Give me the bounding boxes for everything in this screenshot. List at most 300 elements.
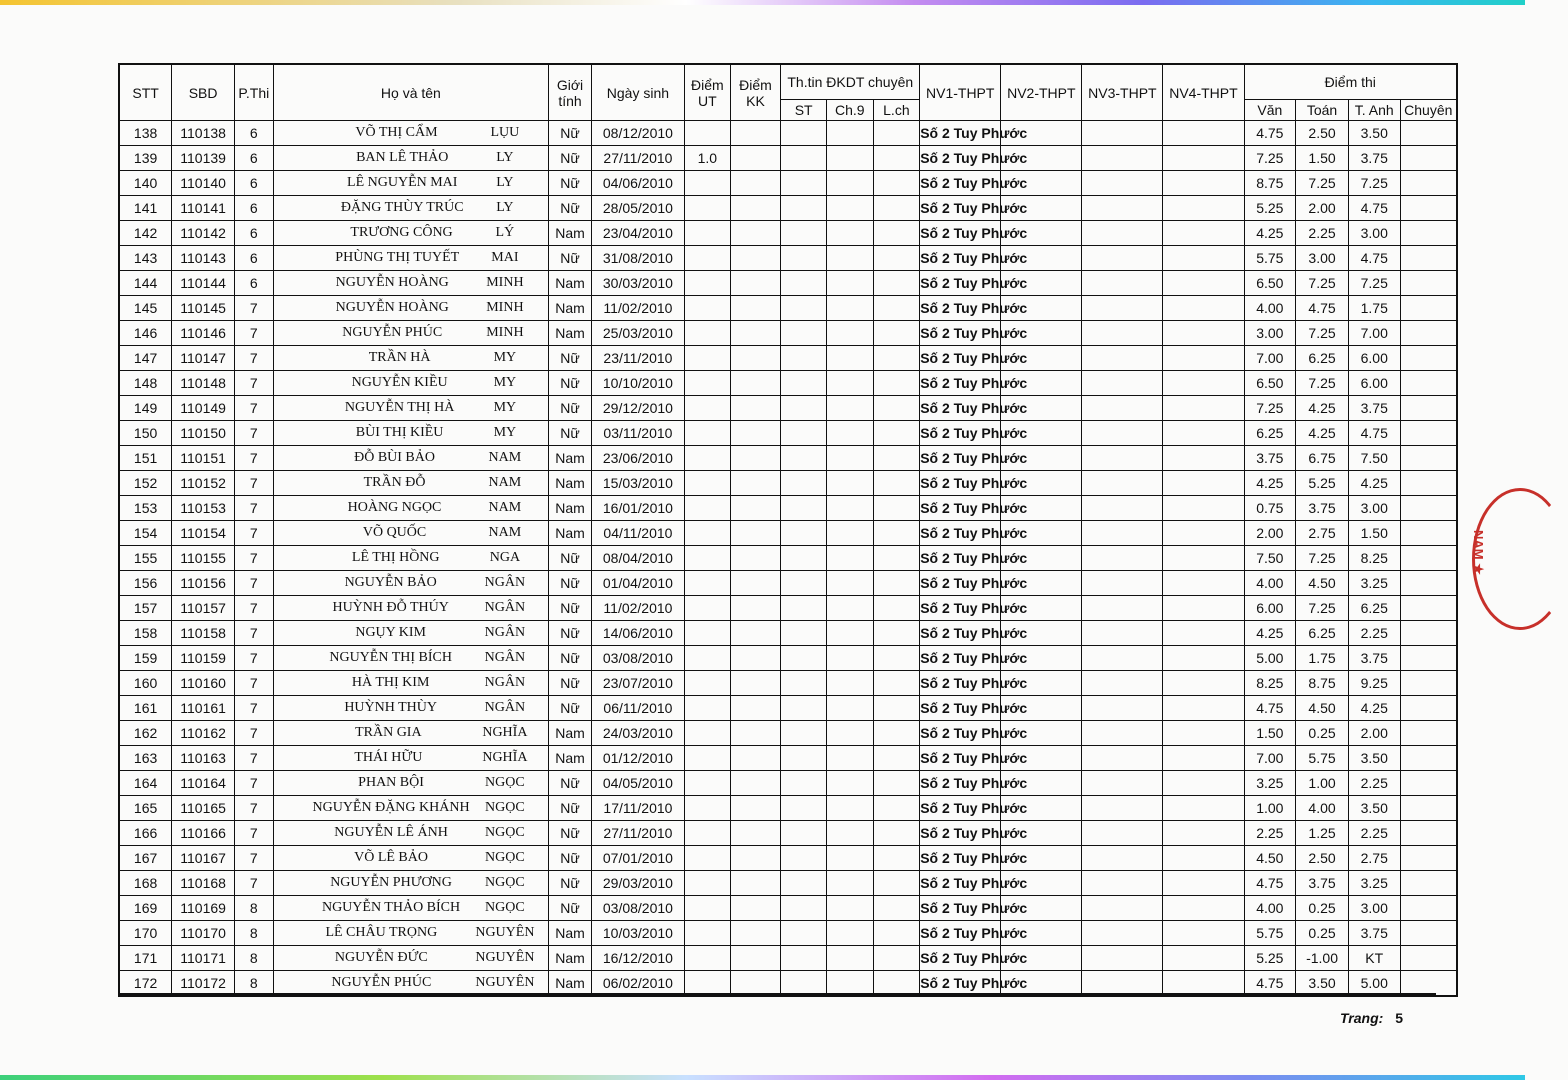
cell-ut (685, 296, 731, 321)
cell-van: 4.00 (1244, 896, 1296, 921)
cell-nv4 (1163, 546, 1244, 571)
cell-name (273, 796, 549, 821)
cell-gender: Nữ (549, 771, 592, 796)
cell-lch (873, 146, 920, 171)
first-name: THÁI HỮU (354, 750, 423, 765)
last-name: NGHĨA (482, 750, 528, 765)
cell-ut (685, 846, 731, 871)
cell-nv4 (1163, 521, 1244, 546)
cell-nv1: Số 2 Tuy Phước (920, 246, 1001, 271)
cell-dob: 04/06/2010 (591, 171, 684, 196)
cell-toan: 7.25 (1296, 171, 1349, 196)
cell-sbd: 110155 (172, 546, 235, 571)
cell-dob: 24/03/2010 (591, 721, 684, 746)
cell-pthi: 7 (235, 471, 274, 496)
table-row (119, 871, 1457, 896)
cell-gender: Nữ (549, 896, 592, 921)
cell-tanh: KT (1348, 946, 1400, 971)
cell-chuyen (1400, 296, 1457, 321)
first-name: BÙI THỊ KIỀU (355, 425, 444, 440)
cell-stt: 159 (119, 646, 172, 671)
last-name: MY (493, 375, 517, 390)
cell-chuyen (1400, 271, 1457, 296)
last-name: NGHĨA (482, 725, 528, 740)
cell-toan: 6.75 (1296, 446, 1349, 471)
cell-sbd: 110142 (172, 221, 235, 246)
cell-kk (730, 571, 781, 596)
table-row (119, 396, 1457, 421)
cell-gender: Nữ (549, 696, 592, 721)
cell-stt: 151 (119, 446, 172, 471)
cell-nv4 (1163, 871, 1244, 896)
cell-stt: 146 (119, 321, 172, 346)
cell-ch9 (826, 396, 873, 421)
cell-nv4 (1163, 296, 1244, 321)
cell-kk (730, 546, 781, 571)
cell-van: 3.00 (1244, 321, 1296, 346)
table-row (119, 596, 1457, 621)
cell-nv1: Số 2 Tuy Phước (920, 671, 1001, 696)
cell-pthi: 7 (235, 521, 274, 546)
first-name: TRƯƠNG CÔNG (350, 225, 453, 240)
cell-nv1: Số 2 Tuy Phước (920, 496, 1001, 521)
cell-nv3 (1082, 521, 1163, 546)
cell-st (781, 546, 827, 571)
cell-ch9 (826, 921, 873, 946)
cell-nv1: Số 2 Tuy Phước (920, 546, 1001, 571)
cell-nv3 (1082, 846, 1163, 871)
cell-gender: Nữ (549, 871, 592, 896)
cell-van: 6.25 (1244, 421, 1296, 446)
col-group-scores: Điểm thi (1244, 64, 1457, 100)
cell-nv4 (1163, 621, 1244, 646)
cell-name (273, 571, 549, 596)
cell-chuyen (1400, 621, 1457, 646)
cell-tanh: 9.25 (1348, 671, 1400, 696)
cell-nv4 (1163, 896, 1244, 921)
cell-lch (873, 496, 920, 521)
cell-ut (685, 246, 731, 271)
cell-st (781, 646, 827, 671)
cell-nv3 (1082, 271, 1163, 296)
cell-name (273, 271, 549, 296)
cell-tanh: 4.75 (1348, 246, 1400, 271)
col-nv4: NV4-THPT (1163, 64, 1244, 121)
cell-lch (873, 896, 920, 921)
cell-sbd: 110151 (172, 446, 235, 471)
cell-dob: 15/03/2010 (591, 471, 684, 496)
cell-nv1: Số 2 Tuy Phước (920, 521, 1001, 546)
cell-gender: Nam (549, 971, 592, 997)
cell-name (273, 221, 549, 246)
first-name: HOÀNG NGỌC (347, 500, 442, 515)
cell-chuyen (1400, 721, 1457, 746)
cell-toan: 4.75 (1296, 296, 1349, 321)
cell-kk (730, 821, 781, 846)
col-tanh: T. Anh (1348, 100, 1400, 121)
first-name: NGUYỄN HOÀNG (335, 275, 449, 290)
cell-nv3 (1082, 246, 1163, 271)
cell-nv4 (1163, 571, 1244, 596)
cell-nv4 (1163, 721, 1244, 746)
cell-ut (685, 796, 731, 821)
cell-toan: 7.25 (1296, 321, 1349, 346)
cell-gender: Nam (549, 271, 592, 296)
cell-nv4 (1163, 321, 1244, 346)
table-row (119, 321, 1457, 346)
cell-kk (730, 471, 781, 496)
cell-van: 7.00 (1244, 746, 1296, 771)
cell-name (273, 596, 549, 621)
cell-dob: 28/05/2010 (591, 196, 684, 221)
cell-ch9 (826, 196, 873, 221)
first-name: ĐẶNG THÙY TRÚC (340, 200, 464, 215)
cell-ut (685, 496, 731, 521)
cell-toan: 5.25 (1296, 471, 1349, 496)
cell-ut (685, 921, 731, 946)
cell-pthi: 8 (235, 946, 274, 971)
cell-nv1: Số 2 Tuy Phước (920, 796, 1001, 821)
cell-chuyen (1400, 521, 1457, 546)
table-row (119, 496, 1457, 521)
cell-toan: 7.25 (1296, 546, 1349, 571)
cell-pthi: 7 (235, 546, 274, 571)
cell-chuyen (1400, 496, 1457, 521)
cell-gender: Nữ (549, 121, 592, 146)
table-row (119, 646, 1457, 671)
cell-nv3 (1082, 821, 1163, 846)
cell-nv3 (1082, 221, 1163, 246)
cell-kk (730, 721, 781, 746)
cell-ut (685, 696, 731, 721)
cell-nv1: Số 2 Tuy Phước (920, 771, 1001, 796)
cell-nv3 (1082, 121, 1163, 146)
cell-pthi: 7 (235, 696, 274, 721)
col-ch9: Ch.9 (826, 100, 873, 121)
stamp-text: NAM ★ (1471, 530, 1486, 575)
cell-gender: Nữ (549, 371, 592, 396)
cell-stt: 161 (119, 696, 172, 721)
cell-nv3 (1082, 146, 1163, 171)
cell-ch9 (826, 846, 873, 871)
cell-gender: Nam (549, 946, 592, 971)
cell-name (273, 746, 549, 771)
first-name: NGUYỄN PHÚC (331, 975, 432, 990)
cell-sbd: 110165 (172, 796, 235, 821)
last-name: NGỌC (485, 850, 525, 865)
table-row (119, 721, 1457, 746)
cell-nv4 (1163, 246, 1244, 271)
cell-lch (873, 946, 920, 971)
cell-name (273, 121, 549, 146)
cell-ut (685, 871, 731, 896)
cell-chuyen (1400, 221, 1457, 246)
cell-ch9 (826, 896, 873, 921)
cell-nv1: Số 2 Tuy Phước (920, 571, 1001, 596)
red-seal-stamp (1472, 488, 1568, 630)
cell-name (273, 321, 549, 346)
cell-nv1: Số 2 Tuy Phước (920, 396, 1001, 421)
last-name: NGÂN (484, 675, 526, 690)
cell-nv1: Số 2 Tuy Phước (920, 471, 1001, 496)
cell-name (273, 646, 549, 671)
cell-nv4 (1163, 746, 1244, 771)
cell-ch9 (826, 671, 873, 696)
cell-pthi: 6 (235, 246, 274, 271)
cell-pthi: 7 (235, 671, 274, 696)
last-name: LỤU (490, 125, 520, 140)
cell-ch9 (826, 346, 873, 371)
cell-chuyen (1400, 546, 1457, 571)
last-name: NGỌC (485, 875, 525, 890)
cell-pthi: 7 (235, 496, 274, 521)
cell-van: 7.50 (1244, 546, 1296, 571)
cell-chuyen (1400, 146, 1457, 171)
cell-stt: 170 (119, 921, 172, 946)
cell-nv4 (1163, 921, 1244, 946)
cell-st (781, 446, 827, 471)
last-name: NGÂN (484, 700, 526, 715)
first-name: NGUYỄN HOÀNG (335, 300, 449, 315)
cell-stt: 156 (119, 571, 172, 596)
last-name: NGÂN (484, 625, 526, 640)
col-lch: L.ch (873, 100, 920, 121)
cell-van: 2.25 (1244, 821, 1296, 846)
cell-toan: 7.25 (1296, 596, 1349, 621)
cell-st (781, 721, 827, 746)
cell-van: 2.00 (1244, 521, 1296, 546)
cell-lch (873, 221, 920, 246)
cell-lch (873, 921, 920, 946)
cell-st (781, 221, 827, 246)
cell-ut (685, 446, 731, 471)
cell-tanh: 3.75 (1348, 146, 1400, 171)
cell-dob: 23/07/2010 (591, 671, 684, 696)
cell-nv1: Số 2 Tuy Phước (920, 221, 1001, 246)
cell-dob: 11/02/2010 (591, 596, 684, 621)
cell-ch9 (826, 221, 873, 246)
table-row (119, 571, 1457, 596)
cell-kk (730, 846, 781, 871)
cell-sbd: 110145 (172, 296, 235, 321)
cell-toan: 7.25 (1296, 271, 1349, 296)
cell-gender: Nam (549, 721, 592, 746)
cell-nv1: Số 2 Tuy Phước (920, 196, 1001, 221)
cell-pthi: 7 (235, 296, 274, 321)
cell-tanh: 2.25 (1348, 771, 1400, 796)
cell-van: 1.50 (1244, 721, 1296, 746)
cell-ch9 (826, 246, 873, 271)
cell-st (781, 246, 827, 271)
cell-van: 4.25 (1244, 621, 1296, 646)
cell-sbd: 110172 (172, 971, 235, 997)
cell-st (781, 296, 827, 321)
cell-dob: 04/11/2010 (591, 521, 684, 546)
cell-pthi: 8 (235, 921, 274, 946)
cell-ch9 (826, 596, 873, 621)
first-name: BAN LÊ THẢO (356, 150, 449, 165)
cell-st (781, 146, 827, 171)
cell-nv3 (1082, 296, 1163, 321)
cell-ch9 (826, 471, 873, 496)
cell-tanh: 4.75 (1348, 196, 1400, 221)
col-name: Họ và tên (273, 64, 549, 121)
cell-chuyen (1400, 896, 1457, 921)
cell-lch (873, 446, 920, 471)
cell-van: 0.75 (1244, 496, 1296, 521)
cell-nv4 (1163, 421, 1244, 446)
cell-nv3 (1082, 671, 1163, 696)
first-name: PHÙNG THỊ TUYẾT (335, 250, 460, 265)
last-name: NGỌC (485, 800, 525, 815)
cell-st (781, 596, 827, 621)
cell-nv1: Số 2 Tuy Phước (920, 121, 1001, 146)
cell-nv4 (1163, 846, 1244, 871)
cell-chuyen (1400, 746, 1457, 771)
cell-ut (685, 346, 731, 371)
cell-stt: 147 (119, 346, 172, 371)
cell-nv3 (1082, 621, 1163, 646)
cell-nv4 (1163, 171, 1244, 196)
cell-st (781, 571, 827, 596)
cell-sbd: 110156 (172, 571, 235, 596)
cell-name (273, 721, 549, 746)
cell-chuyen (1400, 446, 1457, 471)
cell-toan: 3.75 (1296, 496, 1349, 521)
table-row (119, 771, 1457, 796)
cell-sbd: 110166 (172, 821, 235, 846)
col-van: Văn (1244, 100, 1296, 121)
cell-name (273, 671, 549, 696)
cell-nv4 (1163, 946, 1244, 971)
cell-lch (873, 671, 920, 696)
last-name: NAM (488, 475, 522, 490)
cell-ut (685, 946, 731, 971)
cell-toan: 2.50 (1296, 846, 1349, 871)
cell-gender: Nam (549, 471, 592, 496)
cell-van: 5.75 (1244, 246, 1296, 271)
cell-van: 6.50 (1244, 371, 1296, 396)
col-kk: Điểm KK (730, 64, 781, 121)
cell-ut (685, 621, 731, 646)
cell-kk (730, 446, 781, 471)
cell-st (781, 921, 827, 946)
cell-van: 4.75 (1244, 971, 1296, 997)
last-name: MINH (486, 325, 524, 340)
cell-lch (873, 696, 920, 721)
cell-nv3 (1082, 896, 1163, 921)
table-row (119, 946, 1457, 971)
col-sbd: SBD (172, 64, 235, 121)
table-row (119, 146, 1457, 171)
cell-sbd: 110162 (172, 721, 235, 746)
cell-sbd: 110141 (172, 196, 235, 221)
first-name: VÕ QUỐC (362, 525, 427, 540)
cell-st (781, 621, 827, 646)
cell-kk (730, 271, 781, 296)
cell-sbd: 110143 (172, 246, 235, 271)
cell-st (781, 821, 827, 846)
cell-name (273, 196, 549, 221)
cell-tanh: 3.25 (1348, 571, 1400, 596)
cell-dob: 25/03/2010 (591, 321, 684, 346)
first-name: HÀ THỊ KIM (351, 675, 430, 690)
cell-kk (730, 796, 781, 821)
first-name: NGUYỄN LÊ ÁNH (334, 825, 448, 840)
cell-pthi: 7 (235, 871, 274, 896)
cell-pthi: 7 (235, 796, 274, 821)
cell-van: 8.25 (1244, 671, 1296, 696)
cell-toan: 0.25 (1296, 921, 1349, 946)
cell-chuyen (1400, 396, 1457, 421)
cell-lch (873, 571, 920, 596)
cell-lch (873, 596, 920, 621)
cell-sbd: 110140 (172, 171, 235, 196)
table-row (119, 171, 1457, 196)
cell-gender: Nữ (549, 671, 592, 696)
cell-kk (730, 346, 781, 371)
cell-name (273, 871, 549, 896)
last-name: NGÂN (484, 600, 526, 615)
cell-chuyen (1400, 821, 1457, 846)
cell-dob: 14/06/2010 (591, 621, 684, 646)
cell-lch (873, 271, 920, 296)
cell-pthi: 7 (235, 446, 274, 471)
cell-nv1: Số 2 Tuy Phước (920, 296, 1001, 321)
cell-chuyen (1400, 646, 1457, 671)
page-footer (1340, 1010, 1403, 1026)
cell-st (781, 471, 827, 496)
cell-lch (873, 846, 920, 871)
cell-stt: 150 (119, 421, 172, 446)
cell-nv3 (1082, 546, 1163, 571)
first-name: NGUYỄN ĐỨC (334, 950, 428, 965)
cell-tanh: 3.50 (1348, 121, 1400, 146)
cell-name (273, 821, 549, 846)
cell-nv4 (1163, 396, 1244, 421)
cell-sbd: 110148 (172, 371, 235, 396)
cell-van: 3.75 (1244, 446, 1296, 471)
cell-nv4 (1163, 346, 1244, 371)
cell-tanh: 3.75 (1348, 396, 1400, 421)
table-row (119, 371, 1457, 396)
first-name: VÕ THỊ CẨM (355, 125, 438, 140)
cell-ut (685, 821, 731, 846)
col-toan: Toán (1296, 100, 1349, 121)
cell-sbd: 110159 (172, 646, 235, 671)
col-chuyen: Chuyên (1400, 100, 1457, 121)
cell-stt: 142 (119, 221, 172, 246)
cell-sbd: 110147 (172, 346, 235, 371)
cell-chuyen (1400, 196, 1457, 221)
cell-nv4 (1163, 446, 1244, 471)
cell-toan: 6.25 (1296, 621, 1349, 646)
cell-toan: 4.25 (1296, 396, 1349, 421)
cell-chuyen (1400, 571, 1457, 596)
cell-ch9 (826, 646, 873, 671)
first-name: NGỤY KIM (355, 625, 426, 640)
last-name: NAM (488, 500, 522, 515)
cell-st (781, 371, 827, 396)
cell-tanh: 7.25 (1348, 171, 1400, 196)
cell-lch (873, 296, 920, 321)
last-name: NGUYÊN (475, 975, 535, 990)
cell-tanh: 7.25 (1348, 271, 1400, 296)
first-name: VÕ LÊ BẢO (354, 850, 428, 865)
cell-tanh: 4.25 (1348, 696, 1400, 721)
table-row (119, 346, 1457, 371)
cell-name (273, 471, 549, 496)
